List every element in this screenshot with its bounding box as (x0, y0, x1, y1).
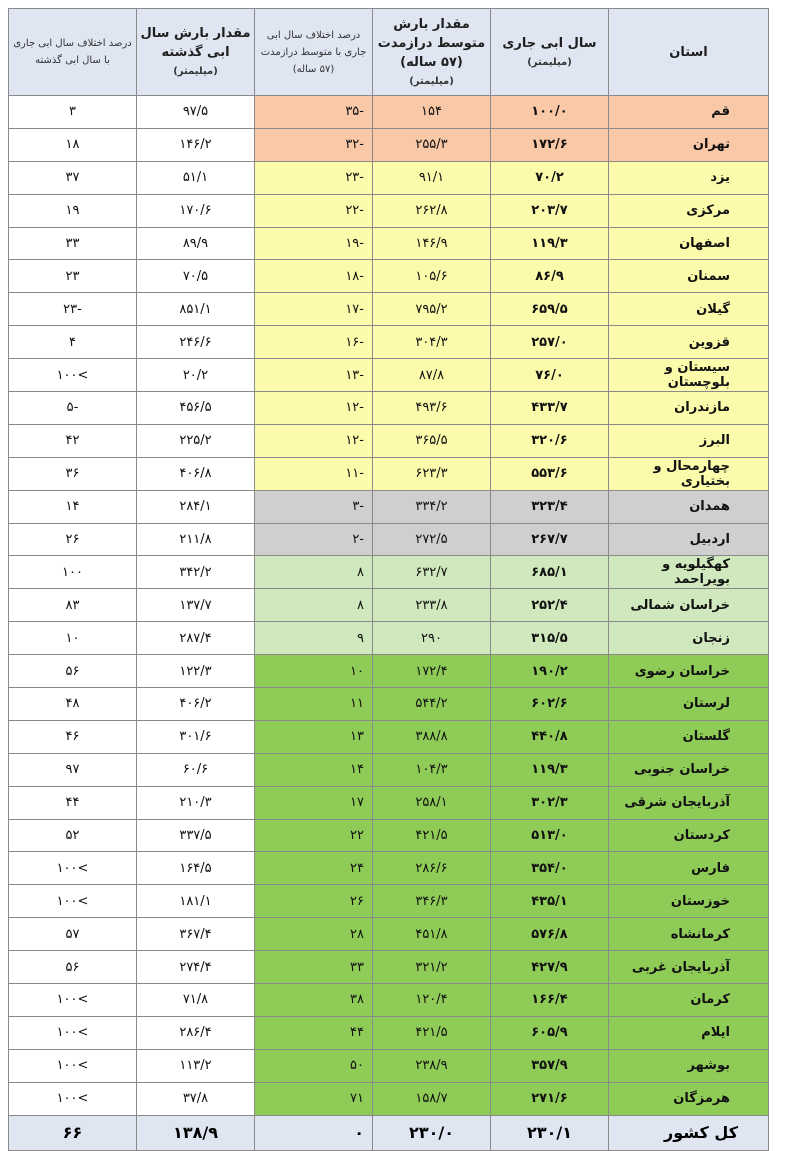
diff-previous-cell: ۴۸ (9, 688, 137, 721)
diff-longterm-cell: ۲۶ (255, 885, 373, 918)
table-row (9, 359, 769, 392)
longterm-rainfall-cell: ۱۲۰/۴ (373, 984, 491, 1017)
diff-previous-cell: ۵۷ (9, 918, 137, 951)
total-diff-previous: ۶۶ (9, 1115, 137, 1150)
diff-longterm-cell: -۳۵ (255, 96, 373, 129)
diff-previous-cell: ۴۲ (9, 424, 137, 457)
diff-longterm-cell: ۳۸ (255, 984, 373, 1017)
diff-longterm-cell: ۲۴ (255, 852, 373, 885)
province-cell: زنجان (609, 622, 769, 655)
diff-previous-cell: ۴ (9, 326, 137, 359)
previous-rainfall-cell: ۷۱/۸ (137, 984, 255, 1017)
previous-rainfall-cell: ۷۰/۵ (137, 260, 255, 293)
longterm-rainfall-cell: ۲۵۵/۳ (373, 128, 491, 161)
diff-longterm-cell: -۱۶ (255, 326, 373, 359)
longterm-rainfall-cell: ۶۲۳/۳ (373, 457, 491, 490)
previous-rainfall-cell: ۲۲۵/۲ (137, 424, 255, 457)
current-rainfall-cell: ۱۷۲/۶ (491, 128, 609, 161)
previous-rainfall-cell: ۲۸۷/۴ (137, 622, 255, 655)
longterm-rainfall-cell: ۱۴۶/۹ (373, 227, 491, 260)
current-rainfall-cell: ۱۱۹/۳ (491, 753, 609, 786)
table-row (9, 753, 769, 786)
longterm-rainfall-cell: ۷۹۵/۲ (373, 293, 491, 326)
current-rainfall-cell: ۳۵۴/۰ (491, 852, 609, 885)
province-cell: لرستان (609, 688, 769, 721)
diff-longterm-cell: -۱۲ (255, 392, 373, 425)
current-rainfall-cell: ۷۶/۰ (491, 359, 609, 392)
province-cell: مرکزی (609, 194, 769, 227)
previous-rainfall-cell: ۵۱/۱ (137, 161, 255, 194)
table-row (9, 589, 769, 622)
diff-previous-cell: ۱۴ (9, 490, 137, 523)
longterm-rainfall-cell: ۳۸۸/۸ (373, 720, 491, 753)
diff-longterm-cell: -۱۹ (255, 227, 373, 260)
header-diff-previous: درصد اختلاف سال ابی جاری با سال ابی گذشته (9, 9, 137, 96)
total-current: ۲۳۰/۱ (491, 1115, 609, 1150)
header-diff-longterm: درصد اختلاف سال ابی جاری با متوسط درازمدت (۵۷ ساله) (255, 9, 373, 96)
longterm-rainfall-cell: ۴۲۱/۵ (373, 1016, 491, 1049)
previous-rainfall-cell: ۱۱۳/۲ (137, 1049, 255, 1082)
diff-longterm-cell: ۸ (255, 589, 373, 622)
table-row (9, 194, 769, 227)
longterm-rainfall-cell: ۲۳۸/۹ (373, 1049, 491, 1082)
province-cell: گیلان (609, 293, 769, 326)
longterm-rainfall-cell: ۲۷۲/۵ (373, 523, 491, 556)
diff-longterm-cell: ۱۳ (255, 720, 373, 753)
province-cell: ایلام (609, 1016, 769, 1049)
diff-longterm-cell: -۱۸ (255, 260, 373, 293)
longterm-rainfall-cell: ۳۶۵/۵ (373, 424, 491, 457)
previous-rainfall-cell: ۱۸۱/۱ (137, 885, 255, 918)
longterm-rainfall-cell: ۲۳۳/۸ (373, 589, 491, 622)
table-row (9, 720, 769, 753)
table-row (9, 951, 769, 984)
table-row (9, 523, 769, 556)
previous-rainfall-cell: ۳۰۱/۶ (137, 720, 255, 753)
previous-rainfall-cell: ۲۸۶/۴ (137, 1016, 255, 1049)
province-cell: کرمان (609, 984, 769, 1017)
province-cell: تهران (609, 128, 769, 161)
longterm-rainfall-cell: ۹۱/۱ (373, 161, 491, 194)
diff-longterm-cell: ۱۷ (255, 786, 373, 819)
diff-previous-cell: -۲۳ (9, 293, 137, 326)
table-row (9, 128, 769, 161)
header-previous: مقدار بارش سال ابی گذشته (میلیمتر) (137, 9, 255, 96)
diff-previous-cell: >۱۰۰ (9, 852, 137, 885)
current-rainfall-cell: ۱۹۰/۲ (491, 655, 609, 688)
province-cell: خراسان جنوبی (609, 753, 769, 786)
province-cell: خراسان رضوی (609, 655, 769, 688)
diff-previous-cell: ۱۰۰ (9, 556, 137, 589)
province-cell: آذربایجان غربی (609, 951, 769, 984)
table-row (9, 819, 769, 852)
longterm-rainfall-cell: ۵۴۴/۲ (373, 688, 491, 721)
header-longterm: مقدار بارش متوسط درازمدت (۵۷ ساله) (میلیمتر) (373, 9, 491, 96)
table-row (9, 1049, 769, 1082)
diff-previous-cell: -۵ (9, 392, 137, 425)
diff-longterm-cell: -۳ (255, 490, 373, 523)
previous-rainfall-cell: ۱۲۲/۳ (137, 655, 255, 688)
diff-previous-cell: >۱۰۰ (9, 359, 137, 392)
total-diff-longterm: ۰ (255, 1115, 373, 1150)
longterm-rainfall-cell: ۳۰۴/۳ (373, 326, 491, 359)
previous-rainfall-cell: ۱۳۷/۷ (137, 589, 255, 622)
previous-rainfall-cell: ۳۶۷/۴ (137, 918, 255, 951)
previous-rainfall-cell: ۲۰/۲ (137, 359, 255, 392)
diff-longterm-cell: -۱۱ (255, 457, 373, 490)
previous-rainfall-cell: ۳۳۷/۵ (137, 819, 255, 852)
province-cell: همدان (609, 490, 769, 523)
diff-previous-cell: ۵۲ (9, 819, 137, 852)
province-cell: سمنان (609, 260, 769, 293)
table-row (9, 392, 769, 425)
current-rainfall-cell: ۴۳۳/۷ (491, 392, 609, 425)
diff-previous-cell: >۱۰۰ (9, 885, 137, 918)
previous-rainfall-cell: ۲۴۶/۶ (137, 326, 255, 359)
current-rainfall-cell: ۲۵۷/۰ (491, 326, 609, 359)
diff-longterm-cell: -۲۲ (255, 194, 373, 227)
previous-rainfall-cell: ۱۴۶/۲ (137, 128, 255, 161)
current-rainfall-cell: ۳۰۲/۳ (491, 786, 609, 819)
previous-rainfall-cell: ۲۸۴/۱ (137, 490, 255, 523)
header-current: سال ابی جاری (میلیمتر) (491, 9, 609, 96)
diff-previous-cell: ۳ (9, 96, 137, 129)
province-cell: مازندران (609, 392, 769, 425)
table-row (9, 984, 769, 1017)
diff-longterm-cell: -۱۳ (255, 359, 373, 392)
previous-rainfall-cell: ۹۷/۵ (137, 96, 255, 129)
current-rainfall-cell: ۶۸۵/۱ (491, 556, 609, 589)
diff-previous-cell: ۱۰ (9, 622, 137, 655)
table-row (9, 556, 769, 589)
province-cell: البرز (609, 424, 769, 457)
province-cell: قزوین (609, 326, 769, 359)
current-rainfall-cell: ۳۱۵/۵ (491, 622, 609, 655)
table-row (9, 490, 769, 523)
province-cell: کردستان (609, 819, 769, 852)
current-rainfall-cell: ۲۵۲/۴ (491, 589, 609, 622)
table-row (9, 688, 769, 721)
total-province: کل کشور (609, 1115, 769, 1150)
diff-longterm-cell: ۱۰ (255, 655, 373, 688)
longterm-rainfall-cell: ۱۵۸/۷ (373, 1082, 491, 1115)
diff-previous-cell: ۲۶ (9, 523, 137, 556)
longterm-rainfall-cell: ۲۶۲/۸ (373, 194, 491, 227)
table-row (9, 161, 769, 194)
diff-previous-cell: ۲۳ (9, 260, 137, 293)
previous-rainfall-cell: ۳۴۲/۲ (137, 556, 255, 589)
table-row (9, 918, 769, 951)
diff-longterm-cell: ۹ (255, 622, 373, 655)
current-rainfall-cell: ۴۲۷/۹ (491, 951, 609, 984)
current-rainfall-cell: ۵۵۳/۶ (491, 457, 609, 490)
previous-rainfall-cell: ۲۱۱/۸ (137, 523, 255, 556)
diff-longterm-cell: ۷۱ (255, 1082, 373, 1115)
previous-rainfall-cell: ۴۰۶/۸ (137, 457, 255, 490)
diff-previous-cell: >۱۰۰ (9, 1016, 137, 1049)
diff-longterm-cell: ۱۴ (255, 753, 373, 786)
rainfall-table (8, 8, 769, 1151)
province-cell: کهگیلویه و بویراحمد (609, 556, 769, 589)
previous-rainfall-cell: ۶۰/۶ (137, 753, 255, 786)
diff-longterm-cell: -۳۲ (255, 128, 373, 161)
diff-longterm-cell: ۱۱ (255, 688, 373, 721)
province-cell: اصفهان (609, 227, 769, 260)
current-rainfall-cell: ۲۷۱/۶ (491, 1082, 609, 1115)
diff-previous-cell: ۱۸ (9, 128, 137, 161)
longterm-rainfall-cell: ۲۵۸/۱ (373, 786, 491, 819)
table-row (9, 293, 769, 326)
current-rainfall-cell: ۶۰۲/۶ (491, 688, 609, 721)
longterm-rainfall-cell: ۶۳۲/۷ (373, 556, 491, 589)
total-previous: ۱۳۸/۹ (137, 1115, 255, 1150)
diff-previous-cell: ۴۶ (9, 720, 137, 753)
diff-longterm-cell: ۳۳ (255, 951, 373, 984)
previous-rainfall-cell: ۳۷/۸ (137, 1082, 255, 1115)
table-row (9, 1082, 769, 1115)
total-row (9, 1115, 769, 1150)
table-row (9, 96, 769, 129)
diff-longterm-cell: ۲۲ (255, 819, 373, 852)
table-row (9, 227, 769, 260)
current-rainfall-cell: ۱۰۰/۰ (491, 96, 609, 129)
province-cell: سیستان و بلوچستان (609, 359, 769, 392)
current-rainfall-cell: ۶۰۵/۹ (491, 1016, 609, 1049)
diff-longterm-cell: ۵۰ (255, 1049, 373, 1082)
current-rainfall-cell: ۵۱۳/۰ (491, 819, 609, 852)
table-header-row (9, 9, 769, 96)
current-rainfall-cell: ۷۰/۲ (491, 161, 609, 194)
total-longterm: ۲۳۰/۰ (373, 1115, 491, 1150)
table-row (9, 852, 769, 885)
diff-previous-cell: ۱۹ (9, 194, 137, 227)
current-rainfall-cell: ۴۳۵/۱ (491, 885, 609, 918)
current-rainfall-cell: ۳۵۷/۹ (491, 1049, 609, 1082)
longterm-rainfall-cell: ۱۷۲/۴ (373, 655, 491, 688)
table-row (9, 260, 769, 293)
current-rainfall-cell: ۱۶۶/۴ (491, 984, 609, 1017)
province-cell: گلستان (609, 720, 769, 753)
diff-longterm-cell: ۴۴ (255, 1016, 373, 1049)
longterm-rainfall-cell: ۳۳۴/۲ (373, 490, 491, 523)
longterm-rainfall-cell: ۴۹۳/۶ (373, 392, 491, 425)
longterm-rainfall-cell: ۴۲۱/۵ (373, 819, 491, 852)
diff-previous-cell: ۹۷ (9, 753, 137, 786)
diff-longterm-cell: -۱۷ (255, 293, 373, 326)
diff-longterm-cell: ۲۸ (255, 918, 373, 951)
rainfall-table-frame (8, 8, 768, 1151)
diff-previous-cell: ۳۶ (9, 457, 137, 490)
province-cell: قم (609, 96, 769, 129)
header-province: استان (609, 9, 769, 96)
table-row (9, 885, 769, 918)
table-row (9, 457, 769, 490)
current-rainfall-cell: ۲۶۷/۷ (491, 523, 609, 556)
current-rainfall-cell: ۴۴۰/۸ (491, 720, 609, 753)
table-row (9, 786, 769, 819)
longterm-rainfall-cell: ۳۲۱/۲ (373, 951, 491, 984)
longterm-rainfall-cell: ۱۵۴ (373, 96, 491, 129)
previous-rainfall-cell: ۴۵۶/۵ (137, 392, 255, 425)
diff-longterm-cell: -۲ (255, 523, 373, 556)
previous-rainfall-cell: ۴۰۶/۲ (137, 688, 255, 721)
diff-longterm-cell: -۱۲ (255, 424, 373, 457)
diff-previous-cell: >۱۰۰ (9, 1049, 137, 1082)
province-cell: بوشهر (609, 1049, 769, 1082)
previous-rainfall-cell: ۸۹/۹ (137, 227, 255, 260)
province-cell: آذربایجان شرقی (609, 786, 769, 819)
longterm-rainfall-cell: ۲۹۰ (373, 622, 491, 655)
current-rainfall-cell: ۳۲۳/۴ (491, 490, 609, 523)
longterm-rainfall-cell: ۸۷/۸ (373, 359, 491, 392)
current-rainfall-cell: ۳۲۰/۶ (491, 424, 609, 457)
previous-rainfall-cell: ۸۵۱/۱ (137, 293, 255, 326)
current-rainfall-cell: ۶۵۹/۵ (491, 293, 609, 326)
province-cell: یزد (609, 161, 769, 194)
province-cell: خوزستان (609, 885, 769, 918)
diff-previous-cell: ۸۳ (9, 589, 137, 622)
diff-previous-cell: ۵۶ (9, 655, 137, 688)
longterm-rainfall-cell: ۳۴۶/۳ (373, 885, 491, 918)
table-row (9, 424, 769, 457)
table-row (9, 622, 769, 655)
province-cell: هرمزگان (609, 1082, 769, 1115)
current-rainfall-cell: ۲۰۳/۷ (491, 194, 609, 227)
diff-previous-cell: >۱۰۰ (9, 984, 137, 1017)
table-row (9, 655, 769, 688)
province-cell: خراسان شمالی (609, 589, 769, 622)
diff-previous-cell: ۳۳ (9, 227, 137, 260)
longterm-rainfall-cell: ۱۰۴/۳ (373, 753, 491, 786)
previous-rainfall-cell: ۲۷۴/۴ (137, 951, 255, 984)
table-row (9, 1016, 769, 1049)
longterm-rainfall-cell: ۱۰۵/۶ (373, 260, 491, 293)
diff-longterm-cell: -۲۳ (255, 161, 373, 194)
table-row (9, 326, 769, 359)
diff-previous-cell: >۱۰۰ (9, 1082, 137, 1115)
current-rainfall-cell: ۸۶/۹ (491, 260, 609, 293)
longterm-rainfall-cell: ۴۵۱/۸ (373, 918, 491, 951)
province-cell: اردبیل (609, 523, 769, 556)
province-cell: فارس (609, 852, 769, 885)
province-cell: چهارمحال و بختیاری (609, 457, 769, 490)
diff-previous-cell: ۵۶ (9, 951, 137, 984)
current-rainfall-cell: ۱۱۹/۳ (491, 227, 609, 260)
previous-rainfall-cell: ۱۶۴/۵ (137, 852, 255, 885)
diff-longterm-cell: ۸ (255, 556, 373, 589)
previous-rainfall-cell: ۱۷۰/۶ (137, 194, 255, 227)
table-body (9, 96, 769, 1116)
current-rainfall-cell: ۵۷۶/۸ (491, 918, 609, 951)
longterm-rainfall-cell: ۲۸۶/۶ (373, 852, 491, 885)
province-cell: کرمانشاه (609, 918, 769, 951)
diff-previous-cell: ۳۷ (9, 161, 137, 194)
previous-rainfall-cell: ۲۱۰/۳ (137, 786, 255, 819)
diff-previous-cell: ۴۴ (9, 786, 137, 819)
